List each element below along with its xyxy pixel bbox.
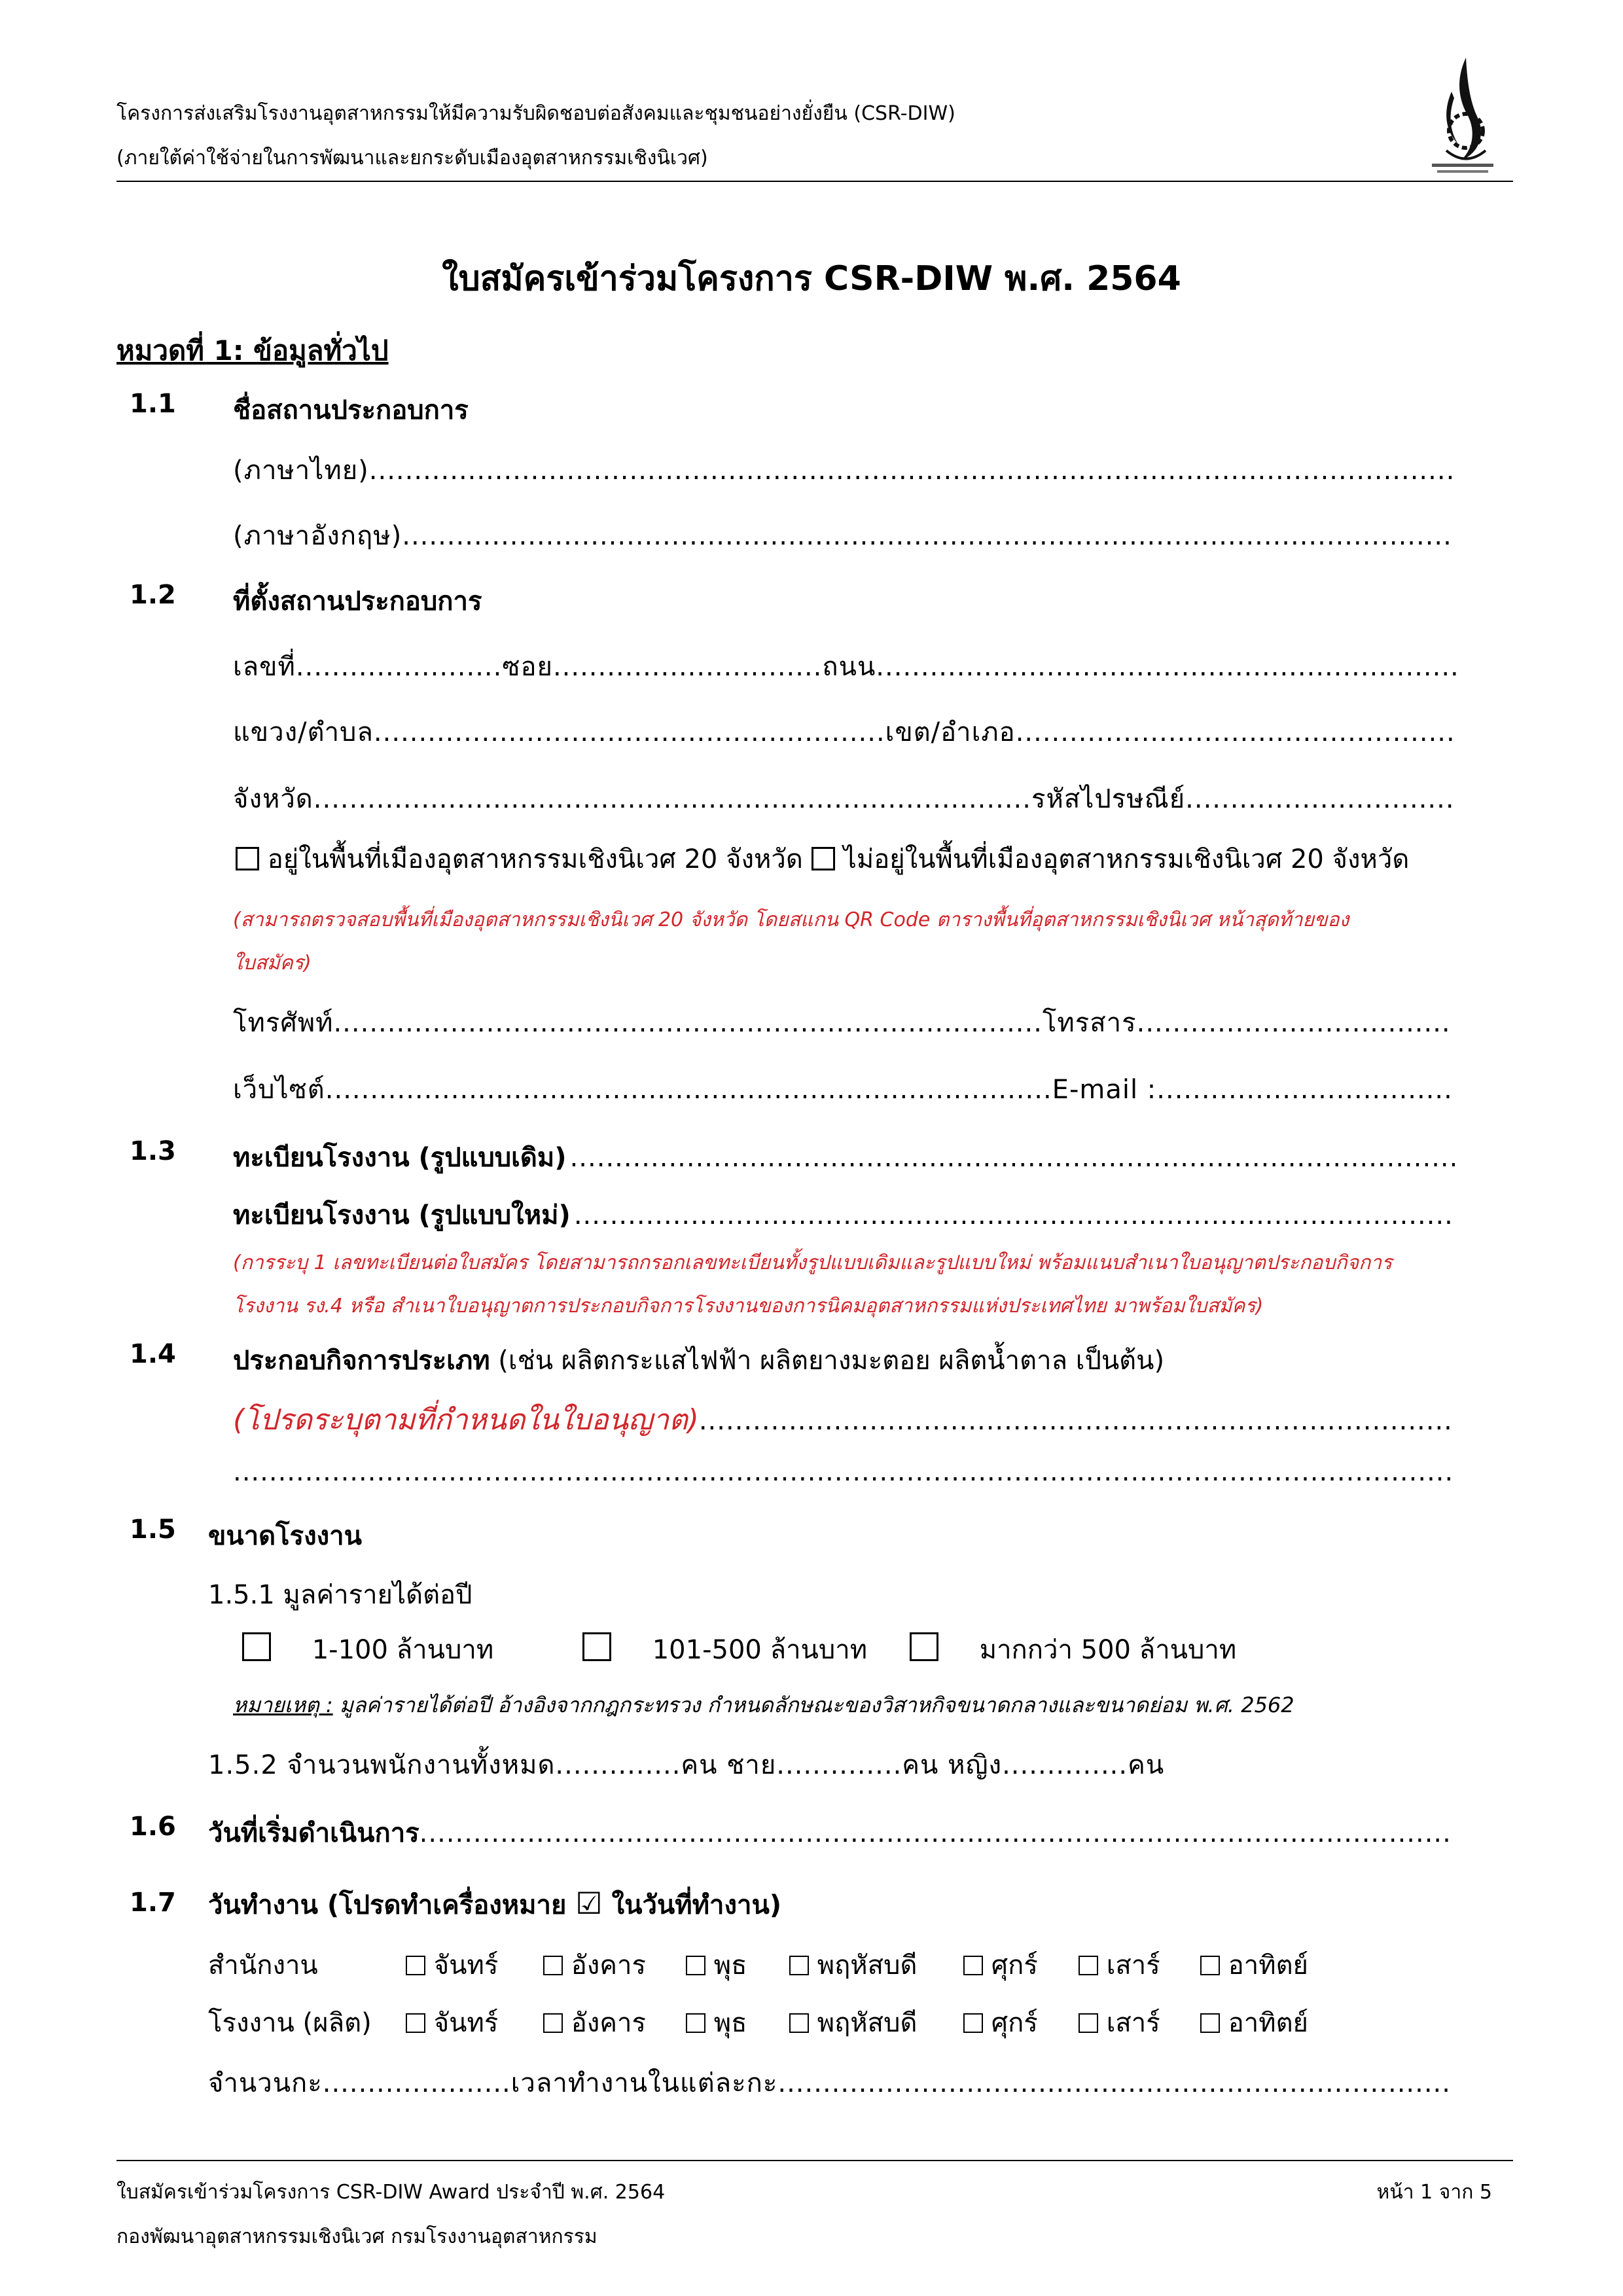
day-label: จันทร์ bbox=[433, 1950, 499, 1981]
eco-area-note-line-2: ใบสมัคร) bbox=[233, 952, 312, 975]
day-label: พุธ bbox=[713, 1950, 747, 1981]
website-email-field[interactable]: เว็บไซต์.................................................................................E-mail :................................. bbox=[233, 1075, 1453, 1105]
registration-note-line-2: โรงงาน รง.4 หรือ สำเนาใบอนุญาตการประกอบกิจการโรงงานของการนิคมอุตสาหกรรมแห่งประเทศไทย มาพร้อมใบสมัคร) bbox=[233, 1295, 1264, 1318]
header-line-2: (ภายใต้ค่าใช้จ่ายในการพัฒนาและยกระดับเมืองอุตสาหกรรมเชิงนิเวศ) bbox=[116, 147, 708, 170]
day-label: เสาร์ bbox=[1106, 2008, 1160, 2038]
start-date-label: วันที่เริ่มดำเนินการ bbox=[208, 1818, 419, 1848]
factory-day-thu[interactable] bbox=[789, 2001, 917, 2043]
eco-area-out-label: ไม่อยู่ในพื้นที่เมืองอุตสาหกรรมเชิงนิเวศ 20 จังหวัด bbox=[843, 844, 1410, 874]
item-number-1-3: 1.3 bbox=[130, 1136, 176, 1166]
day-label: อังคาร bbox=[571, 2008, 646, 2038]
office-day-tue[interactable] bbox=[543, 1944, 646, 1986]
header-line-1: โครงการส่งเสริมโรงงานอุตสาหกรรมให้มีความรับผิดชอบต่อสังคมและชุมชนอย่างยั่งยืน (CSR-DIW) bbox=[116, 102, 955, 125]
revenue-option-3-label: มากกว่า 500 ล้านบาท bbox=[979, 1635, 1237, 1665]
checkbox-icon[interactable] bbox=[543, 2013, 563, 2033]
day-label: ศุกร์ bbox=[991, 1950, 1038, 1981]
checkbox-icon[interactable] bbox=[1079, 2013, 1098, 2033]
factory-size-label: ขนาดโรงงาน bbox=[208, 1521, 362, 1551]
office-day-wed[interactable] bbox=[686, 1944, 747, 1986]
address-number-soi-road-field[interactable]: เลขที่.......................ซอย..............................ถนน................................................................. bbox=[233, 652, 1459, 682]
registration-old-label: ทะเบียนโรงงาน (รูปแบบเดิม) bbox=[233, 1143, 567, 1173]
employee-count-field[interactable]: 1.5.2 จำนวนพนักงานทั้งหมด..............คน ชาย..............คน หญิง..............คน bbox=[208, 1750, 1165, 1780]
checkbox-icon[interactable] bbox=[812, 847, 835, 870]
item-number-1-2: 1.2 bbox=[130, 580, 176, 610]
registration-old-field[interactable]: ................................................................................................... bbox=[569, 1143, 1459, 1173]
business-type-row bbox=[233, 1339, 1164, 1381]
factory-day-sat[interactable] bbox=[1079, 2001, 1160, 2043]
start-date-field[interactable]: ................................................................................................................... bbox=[419, 1818, 1452, 1848]
office-day-sat[interactable] bbox=[1079, 1944, 1160, 1986]
item-number-1-7: 1.7 bbox=[130, 1888, 176, 1918]
registration-new-label: ทะเบียนโรงงาน (รูปแบบใหม่) bbox=[233, 1200, 571, 1230]
factory-days-label: โรงงาน (ผลิต) bbox=[208, 2008, 372, 2038]
checkbox-icon[interactable] bbox=[789, 2013, 809, 2033]
factory-day-sun[interactable] bbox=[1200, 2001, 1308, 2043]
establishment-name-label: ชื่อสถานประกอบการ bbox=[233, 395, 469, 425]
revenue-remark bbox=[233, 1689, 1294, 1722]
day-label: เสาร์ bbox=[1106, 1950, 1160, 1981]
day-label: พุธ bbox=[713, 2008, 747, 2038]
checkbox-icon[interactable] bbox=[242, 1632, 271, 1661]
revenue-option-101-500[interactable] bbox=[582, 1628, 867, 1670]
page-title: ใบสมัครเข้าร่วมโครงการ CSR-DIW พ.ศ. 2564 bbox=[442, 259, 1181, 298]
shift-info-field[interactable]: จำนวนกะ.....................เวลาทำงานในแต่ละกะ........................................................................... bbox=[208, 2068, 1451, 2098]
revenue-option-over-500[interactable] bbox=[910, 1628, 1236, 1670]
province-postal-field[interactable]: จังหวัด................................................................................รหัสไปรษณีย์.............................. bbox=[233, 784, 1455, 814]
registration-new-row[interactable] bbox=[233, 1194, 1454, 1236]
remark-text: มูลค่ารายได้ต่อปี อ้างอิงจากกฎกระทรวง กำหนดลักษณะของวิสาหกิจขนาดกลางและขนาดย่อม พ.ศ. 2562 bbox=[332, 1693, 1294, 1717]
checkbox-icon[interactable] bbox=[543, 1956, 563, 1975]
establishment-address-label: ที่ตั้งสถานประกอบการ bbox=[233, 586, 482, 617]
business-type-spec-row[interactable] bbox=[233, 1397, 1453, 1443]
day-label: พฤหัสบดี bbox=[817, 1950, 918, 1981]
registration-new-field[interactable]: .................................................................................................. bbox=[573, 1200, 1454, 1230]
day-label: อาทิตย์ bbox=[1228, 2008, 1308, 2038]
office-day-mon[interactable] bbox=[406, 1944, 498, 1986]
name-english-field[interactable]: (ภาษาอังกฤษ)..................................................................................................................... bbox=[233, 521, 1452, 551]
registration-old-row[interactable] bbox=[233, 1136, 1458, 1178]
checkbox-icon[interactable] bbox=[789, 1956, 809, 1975]
eco-area-option-in[interactable] bbox=[236, 838, 803, 880]
checkbox-icon[interactable] bbox=[236, 847, 259, 870]
factory-day-mon[interactable] bbox=[406, 2001, 498, 2043]
checkbox-icon[interactable] bbox=[686, 1956, 705, 1975]
checkbox-icon[interactable] bbox=[406, 2013, 425, 2033]
item-number-1-5: 1.5 bbox=[130, 1515, 176, 1545]
item-number-1-6: 1.6 bbox=[130, 1812, 176, 1842]
factory-day-tue[interactable] bbox=[543, 2001, 646, 2043]
checkbox-icon[interactable] bbox=[1079, 1956, 1098, 1975]
business-type-example: (เช่น ผลิตกระแสไฟฟ้า ผลิตยางมะตอย ผลิตน้ำตาล เป็นต้น) bbox=[490, 1346, 1165, 1376]
factory-day-wed[interactable] bbox=[686, 2001, 747, 2043]
item-number-1-1: 1.1 bbox=[130, 389, 176, 419]
start-date-row[interactable] bbox=[208, 1812, 1452, 1854]
revenue-option-2-label: 101-500 ล้านบาท bbox=[652, 1635, 868, 1665]
working-days-label-pre: วันทำงาน (โปรดทำเครื่องหมาย bbox=[208, 1890, 567, 1920]
business-type-field-2[interactable]: ........................................................................................................................................ bbox=[233, 1457, 1454, 1487]
checkbox-icon[interactable] bbox=[582, 1632, 611, 1661]
office-day-thu[interactable] bbox=[789, 1944, 917, 1986]
business-type-spec-instruction: (โปรดระบุตามที่กำหนดในใบอนุญาต) bbox=[233, 1403, 699, 1437]
working-days-label bbox=[208, 1884, 781, 1926]
day-label: อาทิตย์ bbox=[1228, 1950, 1308, 1981]
revenue-option-1-100[interactable] bbox=[242, 1628, 493, 1670]
office-days-label: สำนักงาน bbox=[208, 1950, 318, 1981]
footer-form-name: ใบสมัครเข้าร่วมโครงการ CSR-DIW Award ประจำปี พ.ศ. 2564 bbox=[116, 2181, 666, 2204]
checked-box-icon: ☑ bbox=[575, 1886, 603, 1921]
business-type-field[interactable]: .................................................................................... bbox=[698, 1406, 1453, 1436]
phone-fax-field[interactable]: โทรศัพท์...............................................................................โทรสาร................................... bbox=[233, 1008, 1451, 1038]
department-logo-icon bbox=[1420, 52, 1505, 177]
day-label: ศุกร์ bbox=[991, 2008, 1038, 2038]
footer-divider bbox=[116, 2160, 1513, 2161]
footer-department: กองพัฒนาอุตสาหกรรมเชิงนิเวศ กรมโรงงานอุตสาหกรรม bbox=[116, 2225, 597, 2248]
header-divider bbox=[116, 181, 1513, 182]
business-type-label: ประกอบกิจการประเภท bbox=[233, 1346, 490, 1376]
checkbox-icon[interactable] bbox=[1200, 2013, 1220, 2033]
eco-area-note-line-1: (สามารถตรวจสอบพื้นที่เมืองอุตสาหกรรมเชิงนิเวศ 20 จังหวัด โดยสแกน QR Code ตารางพื้นที่อุตสาหกรรมเชิงนิเวศ หน้าสุดท้ายของ bbox=[233, 908, 1349, 931]
eco-area-in-label: อยู่ในพื้นที่เมืองอุตสาหกรรมเชิงนิเวศ 20 จังหวัด bbox=[267, 844, 803, 874]
subdistrict-district-field[interactable]: แขวง/ตำบล.........................................................เขต/อำเภอ................................................. bbox=[233, 717, 1455, 747]
working-days-label-post: ในวันที่ทำงาน) bbox=[611, 1890, 782, 1920]
day-label: จันทร์ bbox=[433, 2008, 499, 2038]
remark-label: หมายเหตุ : bbox=[233, 1693, 333, 1717]
checkbox-icon[interactable] bbox=[910, 1632, 938, 1661]
section-heading: หมวดที่ 1: ข้อมูลทั่วไป bbox=[116, 334, 389, 367]
day-label: พฤหัสบดี bbox=[817, 2008, 918, 2038]
factory-day-fri[interactable] bbox=[963, 2001, 1038, 2043]
office-day-fri[interactable] bbox=[963, 1944, 1038, 1986]
checkbox-icon[interactable] bbox=[963, 2013, 983, 2033]
checkbox-icon[interactable] bbox=[686, 2013, 705, 2033]
item-number-1-4: 1.4 bbox=[130, 1339, 176, 1369]
name-thai-field[interactable]: (ภาษาไทย)......................................................................................................................... bbox=[233, 456, 1455, 486]
revenue-option-1-label: 1-100 ล้านบาท bbox=[312, 1635, 494, 1665]
eco-area-option-out[interactable] bbox=[812, 838, 1409, 880]
day-label: อังคาร bbox=[571, 1950, 646, 1981]
footer-page-number: หน้า 1 จาก 5 bbox=[1376, 2181, 1492, 2204]
annual-revenue-label: 1.5.1 มูลค่ารายได้ต่อปี bbox=[208, 1580, 473, 1610]
registration-note-line-1: (การระบุ 1 เลขทะเบียนต่อใบสมัคร โดยสามารถกรอกเลขทะเบียนทั้งรูปแบบเดิมและรูปแบบใหม่ พร้อมแนบสำเนาใบอนุญาตประกอบกิจการ bbox=[233, 1251, 1393, 1274]
office-day-sun[interactable] bbox=[1200, 1944, 1308, 1986]
checkbox-icon[interactable] bbox=[406, 1956, 425, 1975]
checkbox-icon[interactable] bbox=[963, 1956, 983, 1975]
checkbox-icon[interactable] bbox=[1200, 1956, 1220, 1975]
